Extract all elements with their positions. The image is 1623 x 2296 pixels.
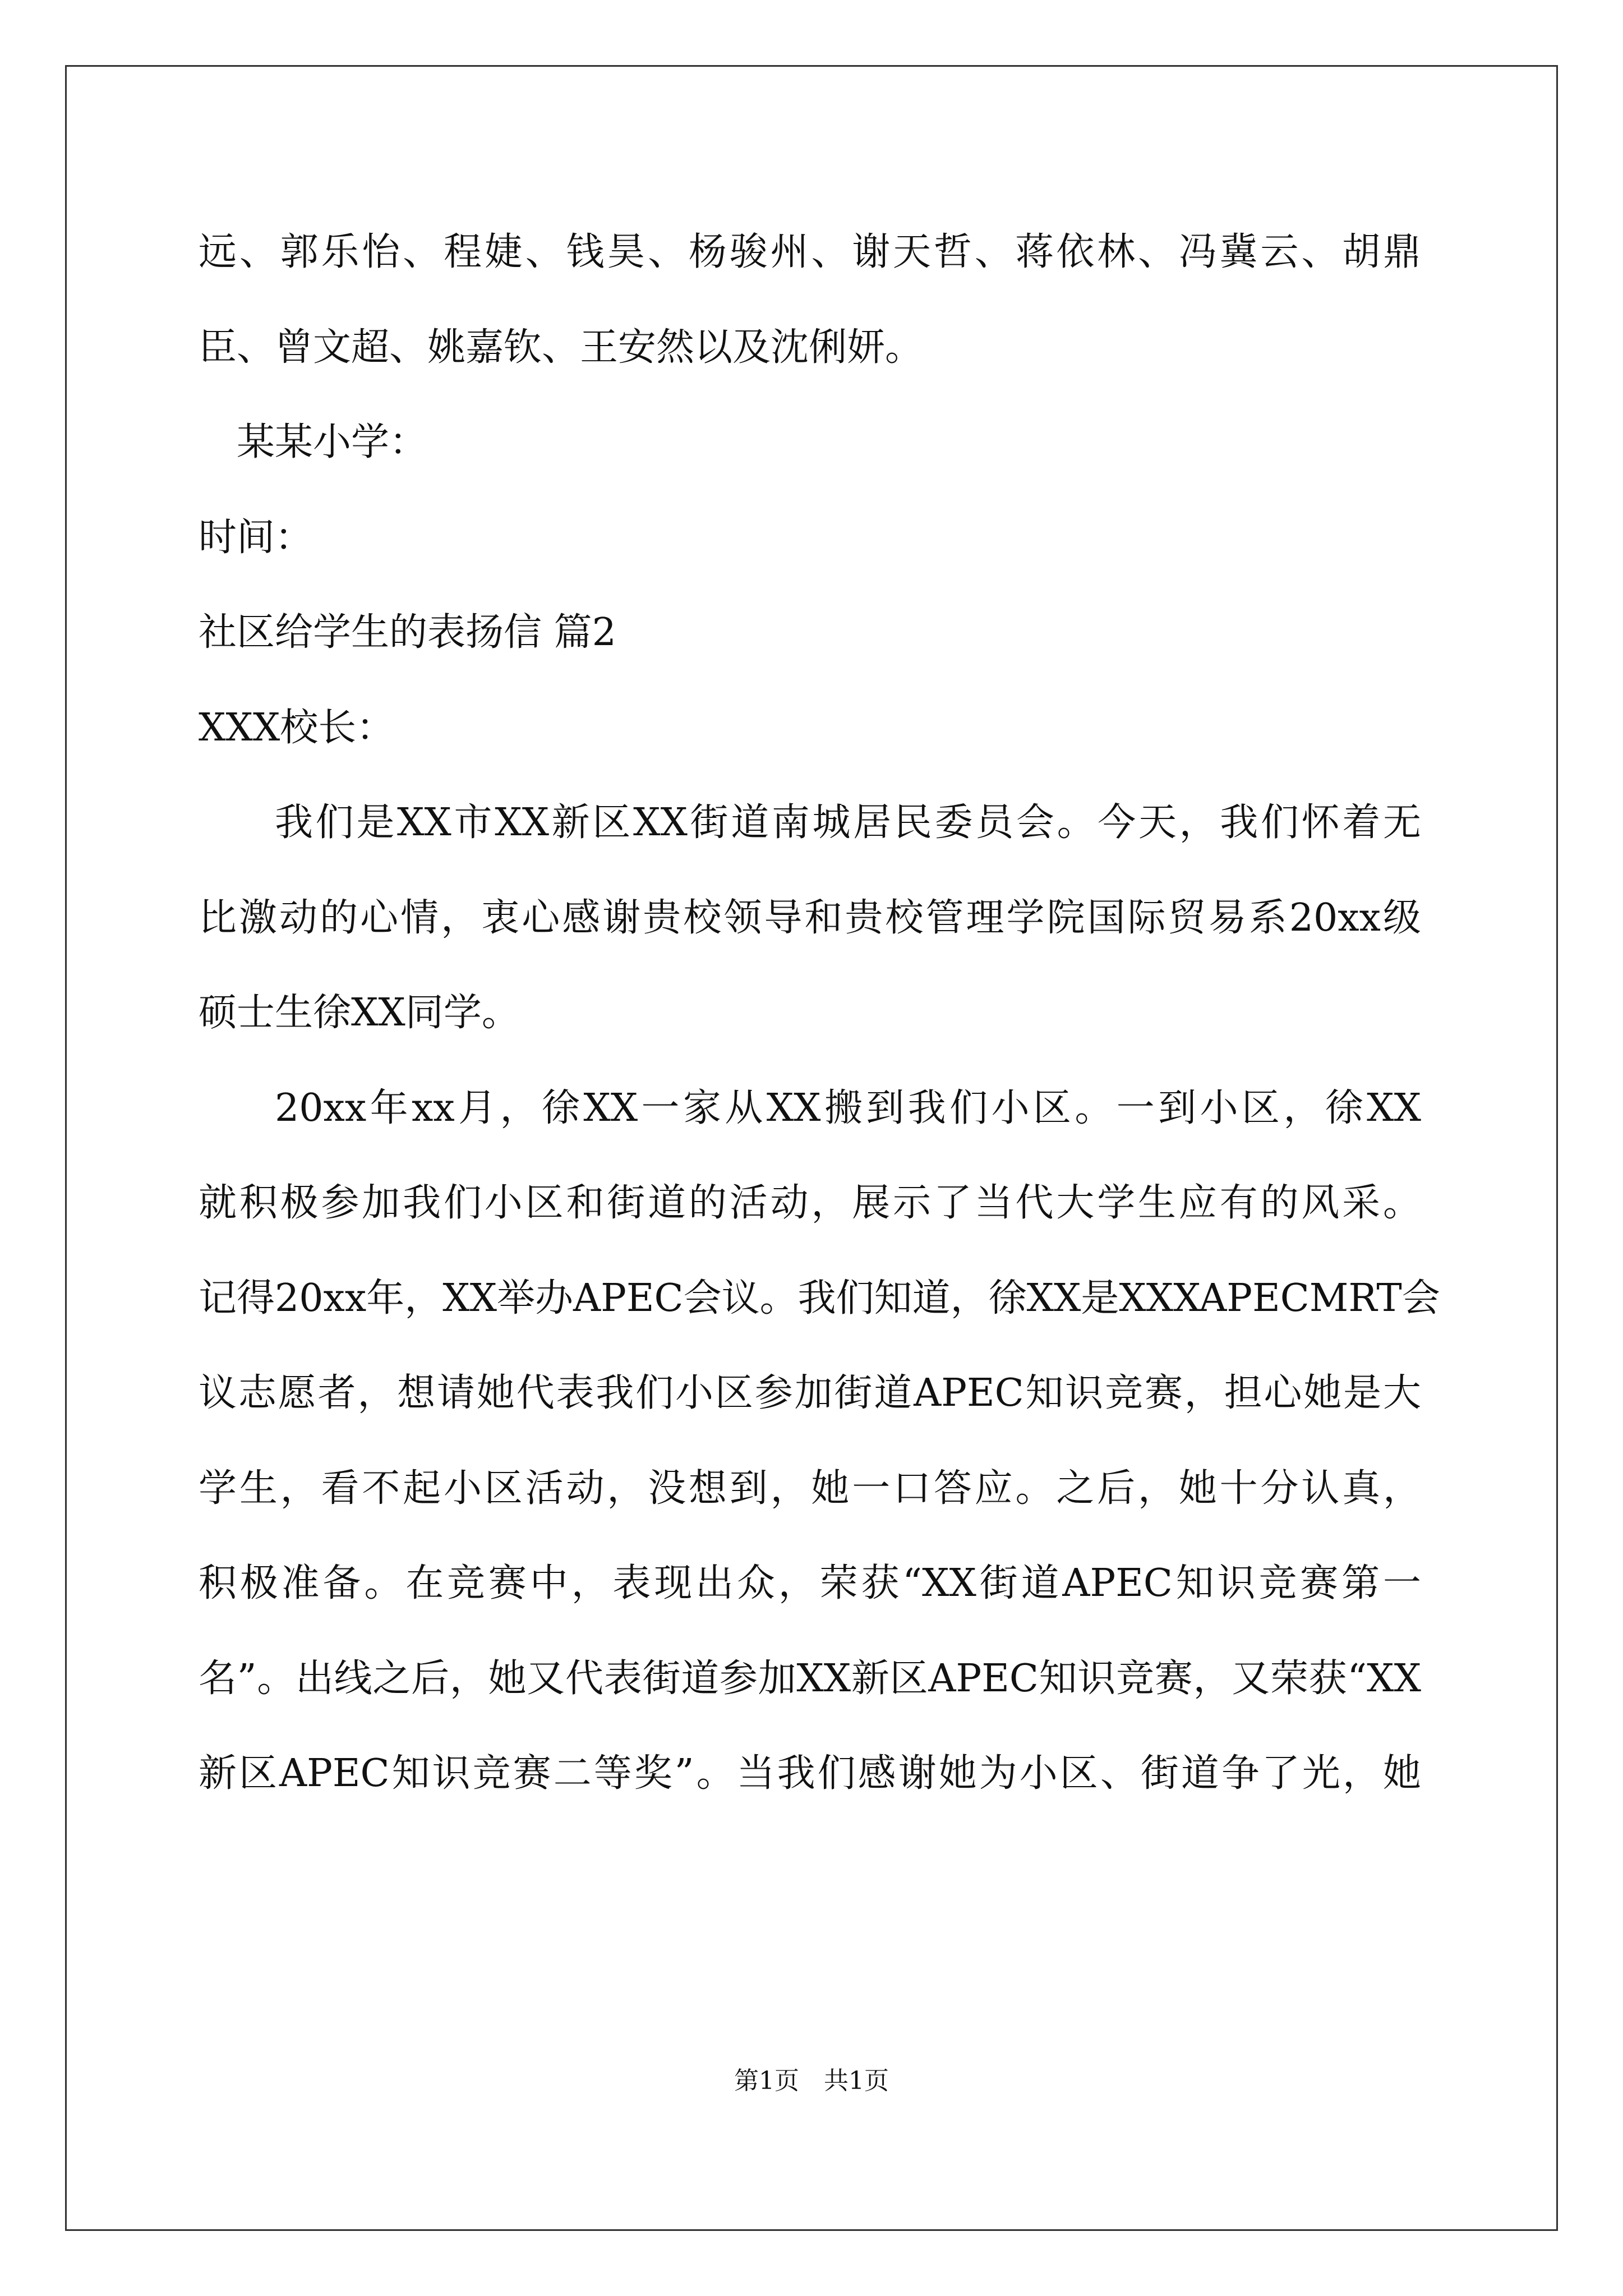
- text-line: 20xx年xx月，徐XX一家从XX搬到我们小区。一到小区，徐XX: [275, 1085, 1421, 1130]
- text-line: 硕士生徐XX同学。: [199, 991, 520, 1035]
- text-line: 远、郭乐怡、程婕、钱昊、杨骏州、谢天哲、蒋依林、冯冀云、胡鼎: [199, 230, 1421, 274]
- section-heading: 社区给学生的表扬信 篇2: [199, 610, 616, 655]
- text-line: 新区APEC知识竞赛二等奖”。当我们感谢她为小区、街道争了光，她: [199, 1751, 1421, 1796]
- text-line: 比激动的心情，衷心感谢贵校领导和贵校管理学院国际贸易系20xx级: [199, 895, 1421, 940]
- document-body: [199, 205, 1440, 1821]
- text-line: 学生，看不起小区活动，没想到，她一口答应。之后，她十分认真，: [199, 1466, 1421, 1511]
- page-footer: [0, 2064, 1623, 2098]
- text-line: 我们是XX市XX新区XX街道南城居民委员会。今天，我们怀着无: [275, 800, 1421, 845]
- page-total: 共1页: [824, 2067, 889, 2095]
- salutation: XXX校长：: [199, 705, 395, 750]
- text-line: 名”。出线之后，她又代表街道参加XX新区APEC知识竞赛，又荣获“XX: [199, 1656, 1421, 1701]
- text-line: 积极准备。在竞赛中，表现出众，荣获“XX街道APEC知识竞赛第一: [199, 1561, 1421, 1605]
- text-line: 就积极参加我们小区和街道的活动，展示了当代大学生应有的风采。: [199, 1181, 1421, 1225]
- page-number: 第1页: [734, 2067, 799, 2095]
- signature-date: 时间：: [199, 515, 313, 560]
- signature-school: 某某小学：: [237, 420, 428, 464]
- text-line: 议志愿者，想请她代表我们小区参加街道APEC知识竞赛，担心她是大: [199, 1371, 1422, 1415]
- text-line: 臣、曾文超、姚嘉钦、王安然以及沈俐妍。: [199, 325, 924, 370]
- text-line: 记得20xx年，XX举办APEC会议。我们知道，徐XX是XXXAPECMRT会: [199, 1276, 1440, 1320]
